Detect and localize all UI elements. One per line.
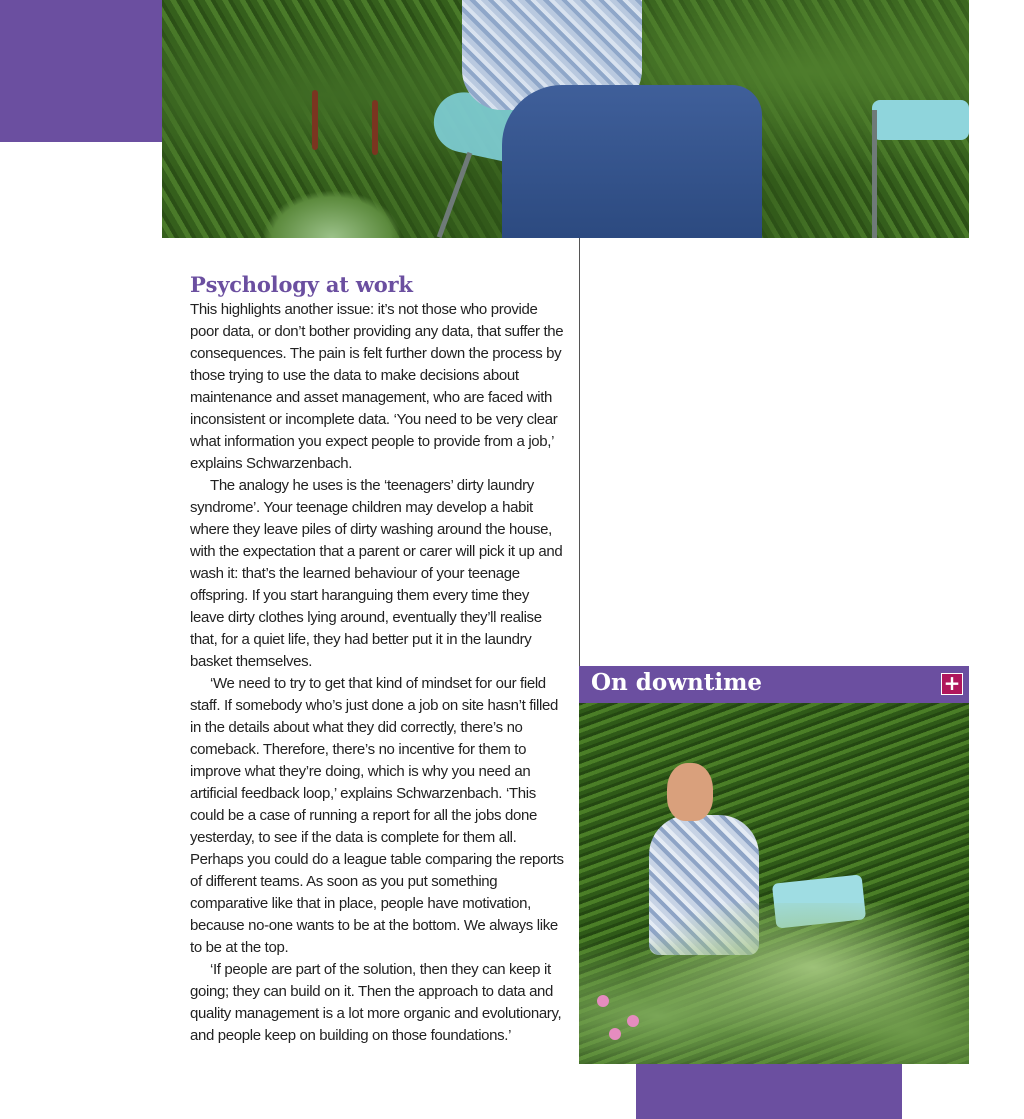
photo-person-head xyxy=(667,763,713,821)
decorative-purple-block-top xyxy=(0,0,162,142)
section-heading: Psychology at work xyxy=(190,272,413,297)
sidebar-title: On downtime xyxy=(591,669,763,696)
article-paragraph: This highlights another issue: it’s not those who provide poor data, or don’t bother providing any data, that suffer the consequences. The pain is felt further down the process by those trying to use the data to make decisions about maintenance and asset management, who are faced with inconsistent or incomplete data. ‘You need to be very clear what information you expect people to provide from a job,’ explains Schwarzenbach. xyxy=(190,301,564,472)
photo-flower xyxy=(609,1028,621,1040)
photo-foliage xyxy=(579,903,969,1064)
column-divider xyxy=(579,238,580,666)
photo-flower xyxy=(312,90,318,150)
photo-chair-leg xyxy=(437,152,472,238)
article-paragraph: The analogy he uses is the ‘teenagers’ dirty laundry syndrome’. Your teenage children may develop a habit where they leave piles of dirty washing around the house, with the expectation that a parent or carer will pick it up and wash it: that’s the learned behaviour of your teenage offspring. If you start haranguing them every time they leave dirty clothes lying around, eventually they’ll realise that, for a quiet life, they had better put it in the laundry basket themselves. xyxy=(190,477,563,670)
sidebar-header xyxy=(579,666,969,703)
decorative-purple-block-bottom xyxy=(636,1064,902,1119)
photo-chair-leg xyxy=(872,110,877,238)
photo-flower xyxy=(627,1015,639,1027)
article-paragraph: ‘If people are part of the solution, then they can keep it going; they can build on it. Then the approach to data and quality management is a lot more organic and evolutionary, and people keep on building on those foundations.’ xyxy=(190,961,562,1044)
sidebar-photo xyxy=(579,703,969,1064)
article-paragraph: ‘We need to try to get that kind of mindset for our field staff. If somebody who’s just done a job on site hasn’t filled in the details about what they did correctly, there’s no comeback. Therefore, there’s no incentive for them to improve what they’re doing, which is why you need an artificial feedback loop,’ explains Schwarzenbach. ‘This could be a case of running a report for all the jobs done yesterday, to see if the data is complete for them all. Perhaps you could do a league table comparing the reports of different teams. As soon as you put something comparative like that in place, people have motivation, because no-one wants to be at the bottom. We always like to be at the top. xyxy=(190,675,564,956)
plus-icon[interactable]: + xyxy=(941,673,963,695)
photo-flower xyxy=(597,995,609,1007)
photo-flower xyxy=(372,100,378,155)
article-body xyxy=(190,272,566,1047)
photo-plant xyxy=(262,190,402,238)
photo-person-jeans xyxy=(502,85,762,238)
top-photo xyxy=(162,0,969,238)
photo-second-chair xyxy=(872,100,969,140)
